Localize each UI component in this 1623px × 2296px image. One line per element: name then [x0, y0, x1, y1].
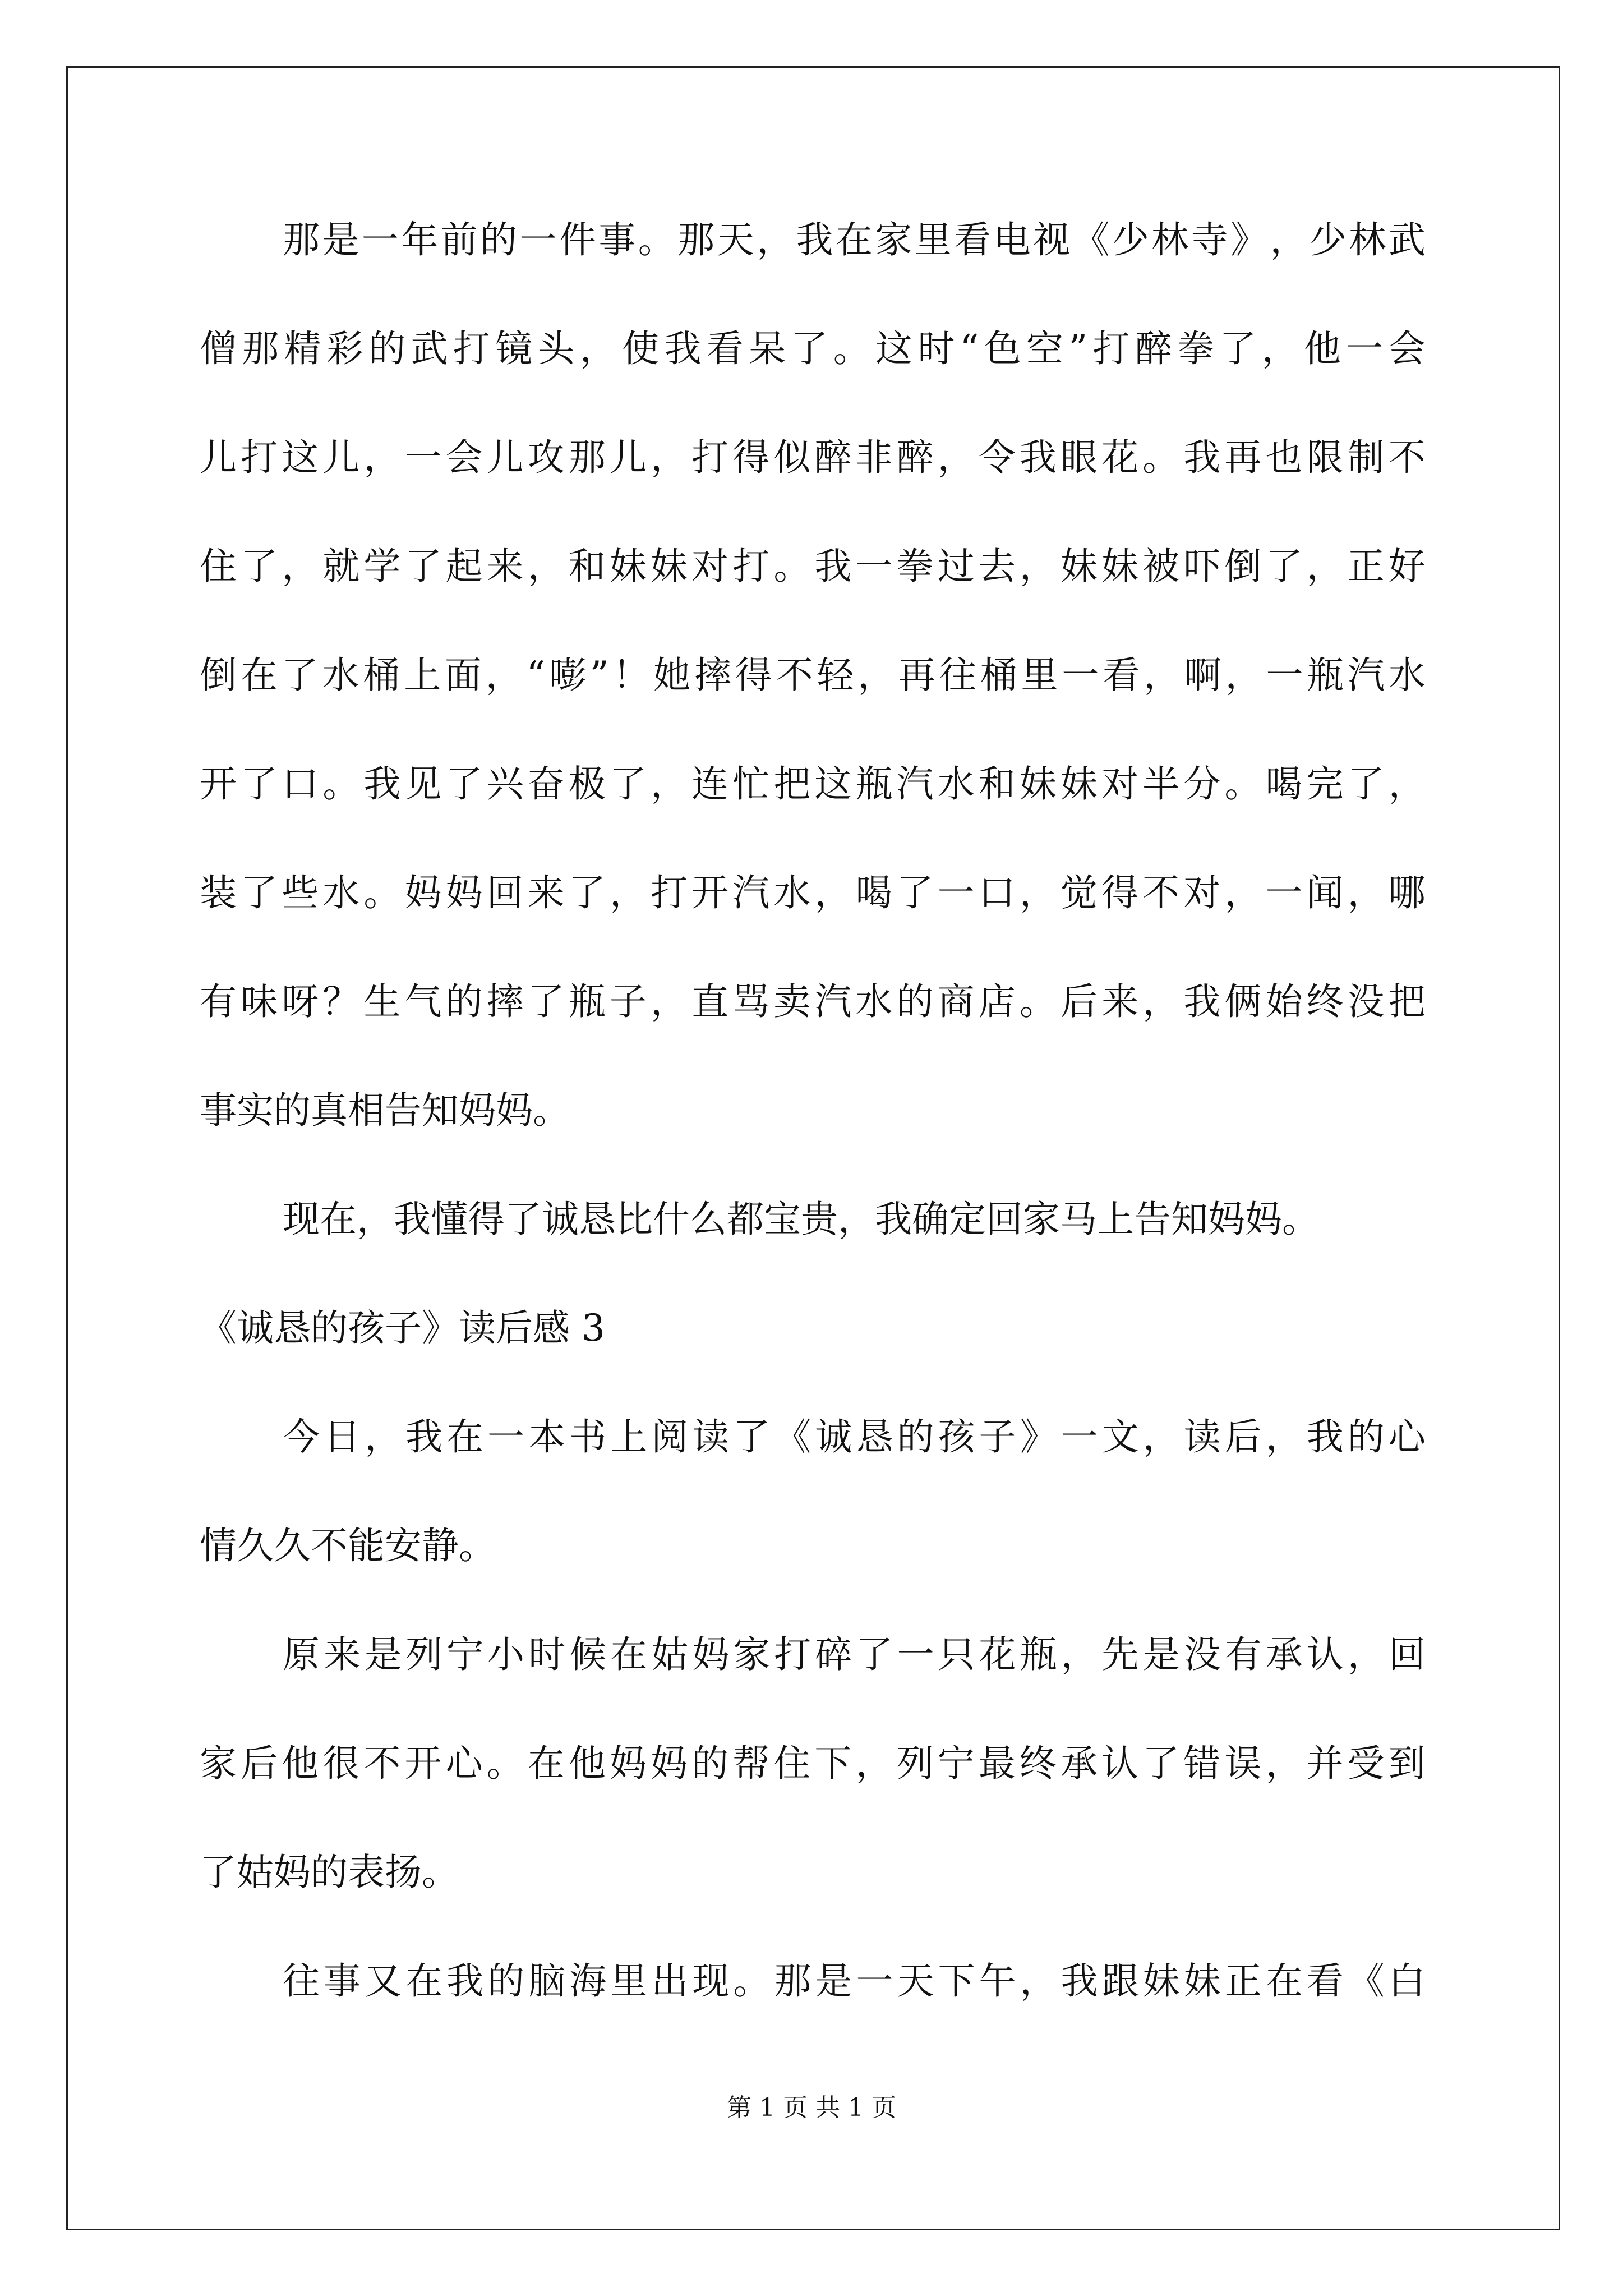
text-line-13: 情久久不能安静。 [200, 1524, 496, 1567]
text-line-3: 儿 打 这 儿 ， 一 会 儿 攻 那 儿 ， 打 得 似 醉 非 醉 ， 令 我 眼 花 。 我 再 也 限 制 不 [200, 436, 1426, 479]
text-line-5: 倒 在 了 水 桶 上 面 ， “ 嘭 ” ！ 她 摔 得 不 轻 ， 再 往 桶 里 一 看 ， 啊 ， 一 瓶 汽 水 [200, 654, 1426, 697]
text-line-6: 开 了 口 。 我 见 了 兴 奋 极 了 ， 连 忙 把 这 瓶 汽 水 和 妹 妹 对 半 分 。 喝 完 了 ， [200, 762, 1426, 806]
text-line-4: 住 了 ， 就 学 了 起 来 ， 和 妹 妹 对 打 。 我 一 拳 过 去 ， 妹 妹 被 吓 倒 了 ， 正 好 [200, 545, 1426, 588]
document-body [200, 212, 1426, 2062]
text-line-10: 现在，我懂得了诚恳比什么都宝贵，我确定回家马上告知妈妈。 [283, 1198, 1319, 1241]
text-line-7: 装 了 些 水 。 妈 妈 回 来 了 ， 打 开 汽 水 ， 喝 了 一 口 ， 觉 得 不 对 ， 一 闻 ， 哪 [200, 871, 1426, 914]
text-line-15: 家 后 他 很 不 开 心 。 在 他 妈 妈 的 帮 住 下 ， 列 宁 最 终 承 认 了 错 误 ， 并 受 到 [200, 1742, 1426, 1785]
section-heading: 《诚恳的孩子》读后感 3 [200, 1306, 605, 1350]
text-line-9: 事实的真相告知妈妈。 [200, 1089, 570, 1132]
text-line-1: 那 是 一 年 前 的 一 件 事 。 那 天 ， 我 在 家 里 看 电 视 《 少 林 寺 》 ， 少 林 武 [283, 218, 1426, 261]
text-line-16: 了姑妈的表扬。 [200, 1851, 459, 1894]
text-line-14: 原 来 是 列 宁 小 时 候 在 姑 妈 家 打 碎 了 一 只 花 瓶 ， 先 是 没 有 承 认 ， 回 [283, 1633, 1426, 1676]
text-line-8: 有 味 呀 ？ 生 气 的 摔 了 瓶 子 ， 直 骂 卖 汽 水 的 商 店 。 后 来 ， 我 俩 始 终 没 把 [200, 980, 1426, 1023]
text-line-17: 往 事 又 在 我 的 脑 海 里 出 现 。 那 是 一 天 下 午 ， 我 跟 妹 妹 正 在 看 《 白 [283, 1959, 1426, 2003]
text-line-2: 僧 那 精 彩 的 武 打 镜 头 ， 使 我 看 呆 了 。 这 时 “ 色 空 ” 打 醉 拳 了 ， 他 一 会 [200, 327, 1426, 370]
page-footer: 第 1 页 共 1 页 [727, 2093, 896, 2122]
text-line-12: 今 日 ， 我 在 一 本 书 上 阅 读 了 《 诚 恳 的 孩 子 》 一 文 ， 读 后 ， 我 的 心 [283, 1415, 1426, 1458]
